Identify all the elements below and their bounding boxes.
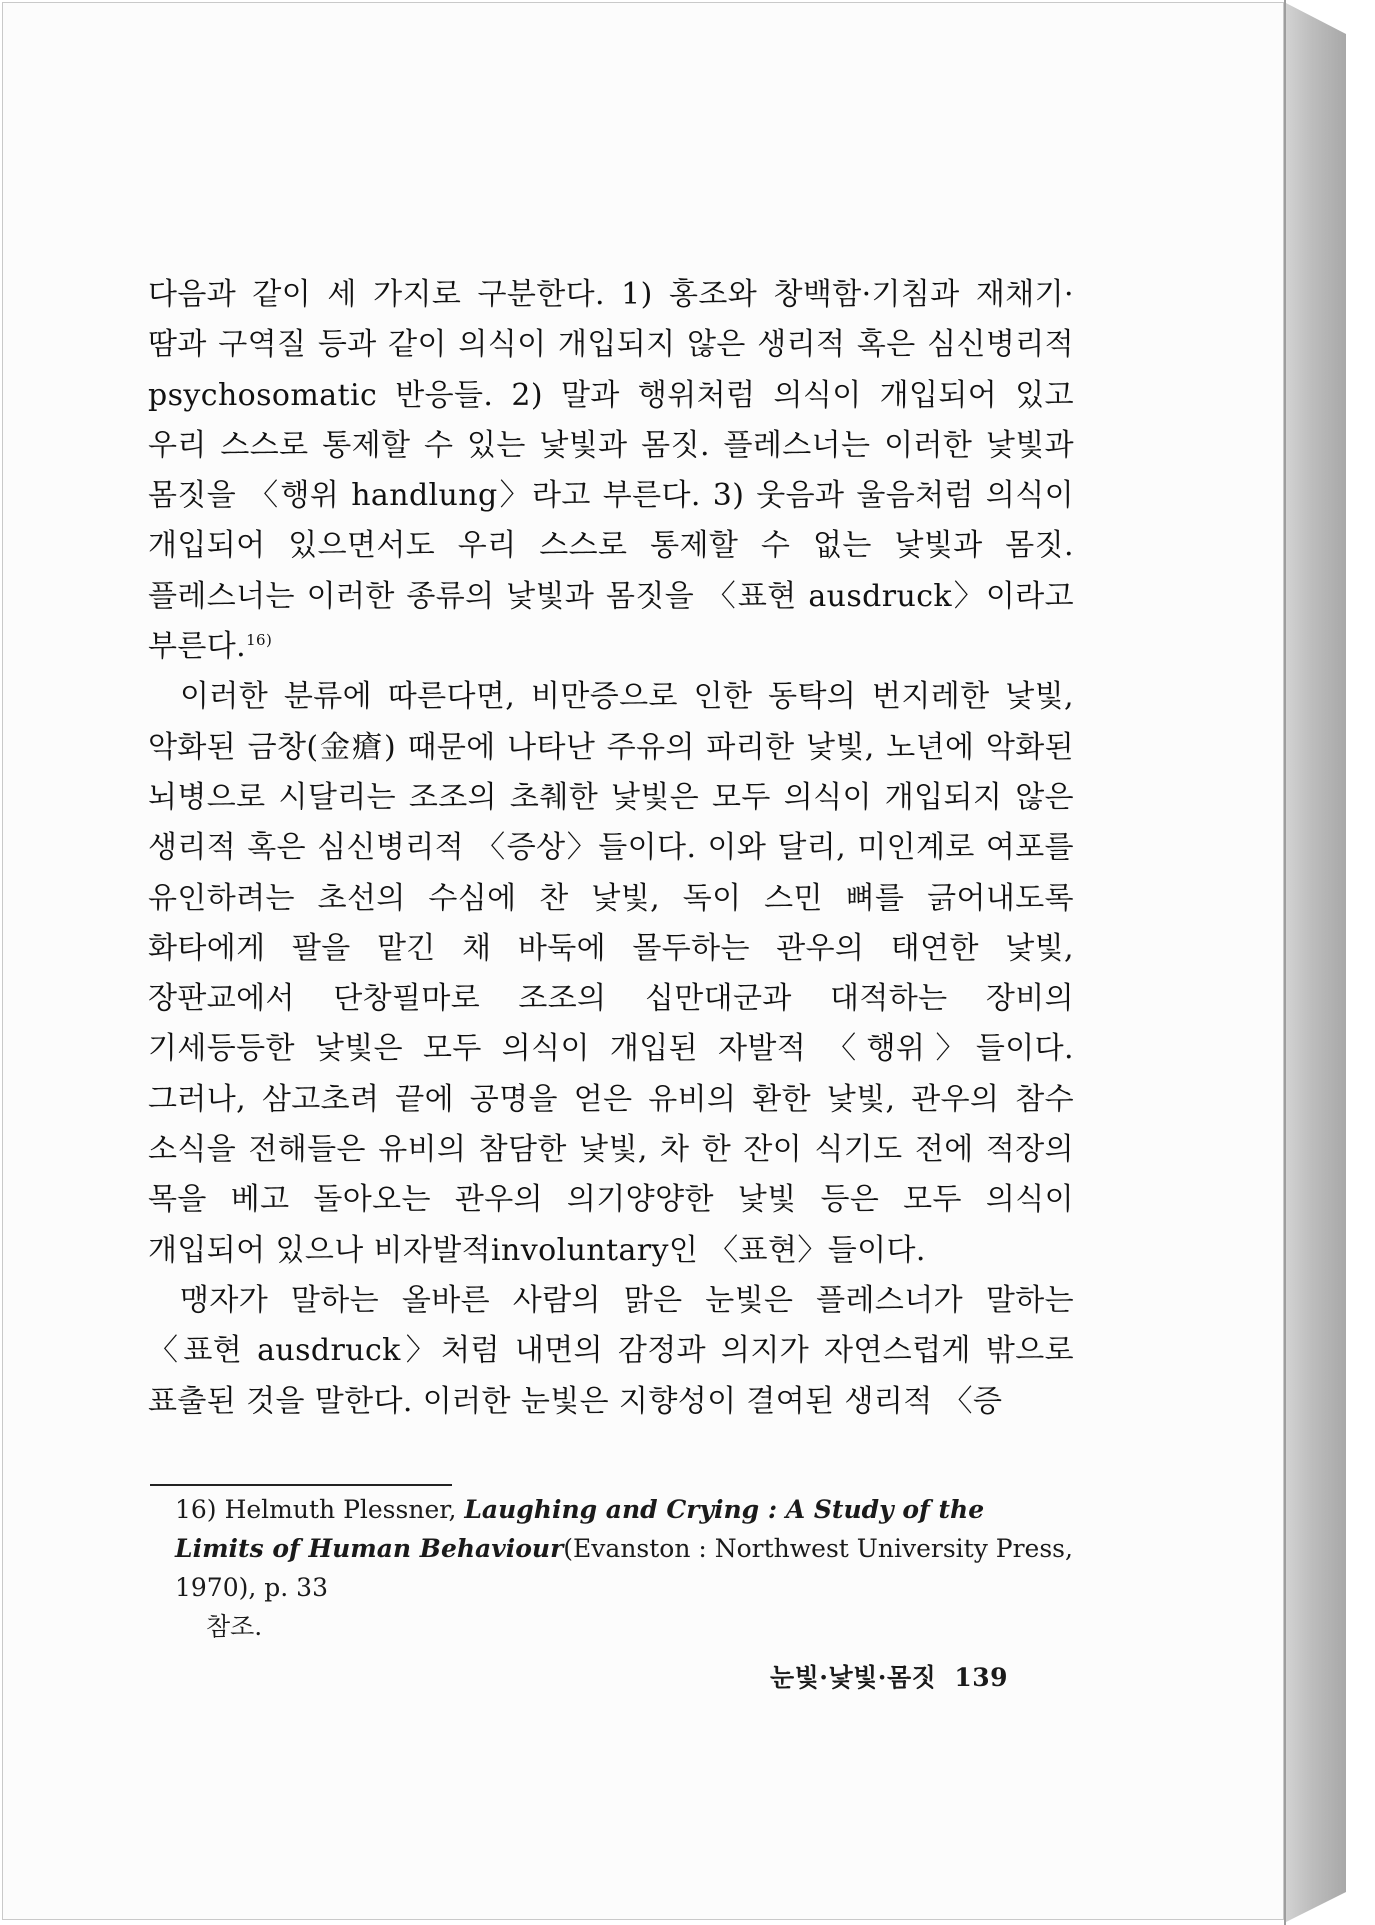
footnote	[175, 1490, 1075, 1646]
page-edge-stack	[1284, 0, 1346, 1925]
paragraph-2: 이러한 분류에 따른다면, 비만증으로 인한 동탁의 번지레한 낯빛, 악화된 금창(金瘡) 때문에 나타난 주유의 파리한 낯빛, 노년에 악화된 뇌병으로 시달리는 조조의 초췌한 낯빛은 모두 의식이 개입되지 않은 생리적 혹은 심신병리적 〈증상〉들이다. 이와 달리, 미인계로 여포를 유인하려는 초선의 수심에 찬 낯빛, 독이 스민 뼈를 긁어내도록 화타에게 팔을 맡긴 채 바둑에 몰두하는 관우의 태연한 낯빛, 장판교에서 단창필마로 조조의 십만대군과 대적하는 장비의 기세등등한 낯빛은 모두 의식이 개입된 자발적 〈행위〉들이다. 그러나, 삼고초려 끝에 공명을 얻은 유비의 환한 낯빛, 관우의 참수 소식을 전해들은 유비의 참담한 낯빛, 차 한 잔이 식기도 전에 적장의 목을 베고 돌아오는 관우의 의기양양한 낯빛 등은 모두 의식이 개입되어 있으나 비자발적involuntary인 〈표현〉들이다.	[148, 679, 1074, 1268]
footnote-author: Helmuth Plessner,	[224, 1495, 457, 1524]
paragraph-3: 맹자가 말하는 올바른 사람의 맑은 눈빛은 플레스너가 말하는 〈표현 ausdruck〉처럼 내면의 감정과 의지가 자연스럽게 밖으로 표출된 것을 말한다. 이러한 눈빛은 지향성이 결여된 생리적 〈증	[148, 1282, 1074, 1419]
main-text	[148, 270, 1074, 1427]
running-title: 눈빛·낯빛·몸짓	[770, 1663, 937, 1692]
footnote-publication: (Evanston : Northwest University Press, 1970), p. 33	[175, 1534, 1073, 1602]
footnote-tail: 참조.	[206, 1612, 263, 1641]
footnote-number: 16)	[175, 1495, 217, 1524]
paragraph-1-text: 다음과 같이 세 가지로 구분한다. 1) 홍조와 창백함·기침과 재채기·땀과 구역질 등과 같이 의식이 개입되지 않은 생리적 혹은 심신병리적 psychosomatic 반응들. 2) 말과 행위처럼 의식이 개입되어 있고 우리 스스로 통제할 수 있는 낯빛과 몸짓. 플레스너는 이러한 낯빛과 몸짓을 〈행위 handlung〉라고 부른다. 3) 웃음과 울음처럼 의식이 개입되어 있으면서도 우리 스스로 통제할 수 없는 낯빛과 몸짓. 플레스너는 이러한 종류의 낯빛과 몸짓을 〈표현 ausdruck〉이라고 부른다.	[148, 277, 1074, 665]
paragraph-1	[148, 270, 1074, 672]
page-footer	[770, 1658, 1080, 1694]
footnote-title: Laughing and Crying : A Study of the Limits of Human Behaviour	[175, 1495, 985, 1563]
footnote-reference: 16)	[246, 631, 273, 650]
page-number: 139	[954, 1663, 1008, 1692]
page-edge-divider	[1284, 0, 1286, 1925]
footnote-rule	[150, 1484, 452, 1486]
